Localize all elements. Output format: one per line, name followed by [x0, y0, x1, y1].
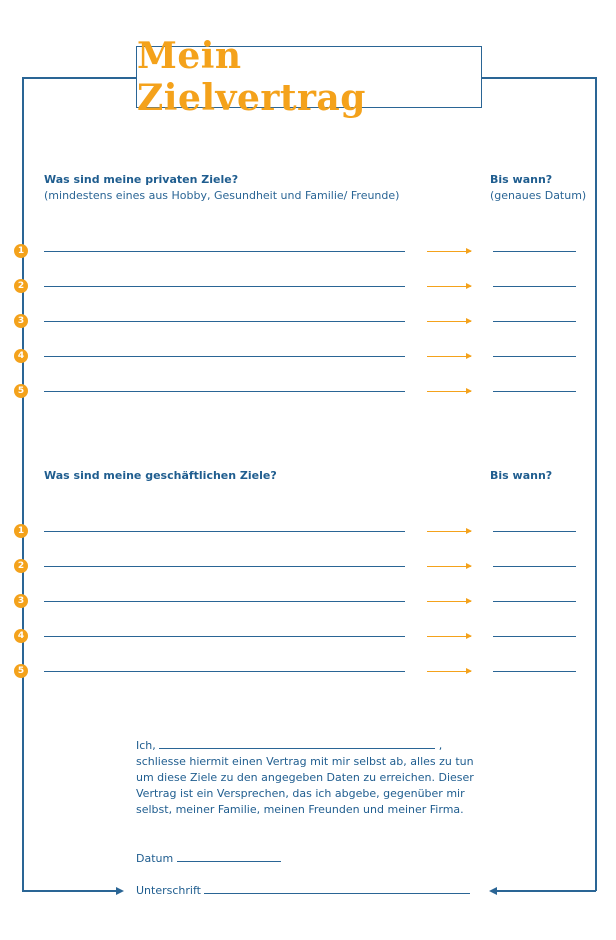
goal-input-line[interactable] [44, 391, 405, 392]
goal-number-badge: 1 [14, 524, 28, 538]
goal-input-line[interactable] [44, 601, 405, 602]
deadline-input-line[interactable] [493, 566, 576, 567]
business-question: Was sind meine geschäftlichen Ziele? [44, 469, 277, 482]
title-box [136, 35, 482, 119]
name-row [136, 738, 481, 754]
frame-arrow-right [116, 887, 124, 895]
signature-input-line[interactable] [204, 884, 470, 894]
arrow-right-icon [427, 251, 471, 252]
arrow-right-icon [427, 601, 471, 602]
arrow-right-icon [427, 356, 471, 357]
goal-number-badge: 1 [14, 244, 28, 258]
arrow-right-icon [427, 286, 471, 287]
goal-input-line[interactable] [44, 321, 405, 322]
goal-number-badge: 4 [14, 629, 28, 643]
signature-label: Unterschrift [136, 884, 201, 897]
deadline-input-line[interactable] [493, 321, 576, 322]
goal-input-line[interactable] [44, 286, 405, 287]
page-title: Mein Zielvertrag [137, 35, 366, 119]
goal-input-line[interactable] [44, 566, 405, 567]
goal-input-line[interactable] [44, 356, 405, 357]
name-input-line[interactable] [159, 739, 435, 749]
arrow-right-icon [427, 321, 471, 322]
date-label: Datum [136, 852, 174, 865]
frame-right [595, 77, 597, 891]
frame-bottom-left [22, 890, 118, 892]
frame-top-right [482, 77, 596, 79]
goal-input-line[interactable] [44, 636, 405, 637]
private-question: Was sind meine privaten Ziele? [44, 173, 239, 186]
goal-number-badge: 5 [14, 384, 28, 398]
goal-number-badge: 2 [14, 279, 28, 293]
deadline-input-line[interactable] [493, 531, 576, 532]
comma-label: , [438, 739, 443, 752]
date-input-line[interactable] [177, 852, 281, 862]
frame-arrow-left [489, 887, 497, 895]
arrow-right-icon [427, 566, 471, 567]
arrow-right-icon [427, 636, 471, 637]
ich-label: Ich, [136, 739, 156, 752]
goal-input-line[interactable] [44, 531, 405, 532]
deadline-input-line[interactable] [493, 286, 576, 287]
goal-number-badge: 4 [14, 349, 28, 363]
private-deadline-label: Bis wann? [490, 173, 553, 186]
deadline-input-line[interactable] [493, 636, 576, 637]
business-deadline-label: Bis wann? [490, 469, 553, 482]
date-row [136, 852, 281, 865]
goal-number-badge: 2 [14, 559, 28, 573]
frame-top-left [22, 77, 136, 79]
contract-text: schliesse hiermit einen Vertrag mit mir selbst ab, alles zu tun um diese Ziele zu den angegeben Daten zu erreichen. Dieser Vertrag ist ein Versprechen, das ich abgebe, gegenüber mir selbst, meiner Familie, meinen Freunden und meiner Firma. [136, 755, 474, 816]
deadline-input-line[interactable] [493, 671, 576, 672]
contract-block [136, 738, 481, 818]
deadline-input-line[interactable] [493, 251, 576, 252]
frame-left [22, 77, 24, 891]
private-hint: (mindestens eines aus Hobby, Gesundheit und Familie/ Freunde) [44, 189, 400, 202]
goal-number-badge: 5 [14, 664, 28, 678]
deadline-input-line[interactable] [493, 356, 576, 357]
deadline-input-line[interactable] [493, 391, 576, 392]
signature-row [136, 884, 470, 897]
goal-number-badge: 3 [14, 594, 28, 608]
arrow-right-icon [427, 671, 471, 672]
goal-input-line[interactable] [44, 251, 405, 252]
goal-number-badge: 3 [14, 314, 28, 328]
private-deadline-hint: (genaues Datum) [490, 189, 587, 202]
arrow-right-icon [427, 531, 471, 532]
frame-bottom-right [497, 890, 596, 892]
deadline-input-line[interactable] [493, 601, 576, 602]
arrow-right-icon [427, 391, 471, 392]
goal-input-line[interactable] [44, 671, 405, 672]
